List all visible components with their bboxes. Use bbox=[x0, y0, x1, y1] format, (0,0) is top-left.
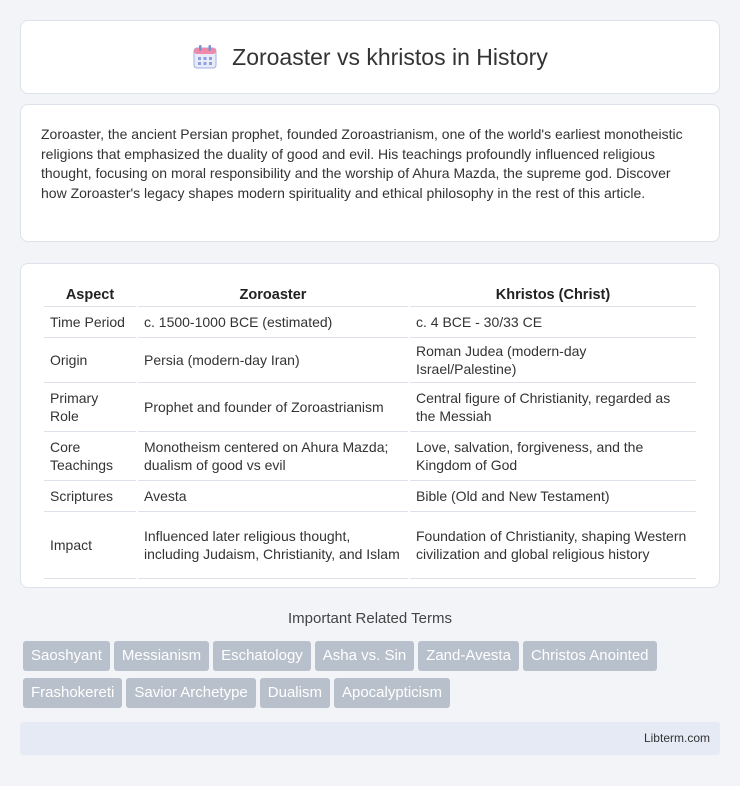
table-cell: Origin bbox=[44, 338, 136, 383]
table-cell: Primary Role bbox=[44, 383, 136, 432]
table-cell: Core Teachings bbox=[44, 432, 136, 481]
table-header-row bbox=[44, 284, 696, 307]
related-term-tag[interactable]: Zand-Avesta bbox=[418, 641, 519, 671]
table-row bbox=[44, 338, 696, 383]
footer-site-link[interactable]: Libterm.com bbox=[643, 731, 710, 745]
related-term-tag[interactable]: Apocalypticism bbox=[334, 678, 450, 708]
table-cell: Bible (Old and New Testament) bbox=[410, 481, 696, 512]
table-cell: Time Period bbox=[44, 307, 136, 338]
comparison-table bbox=[42, 284, 698, 579]
column-header: Khristos (Christ) bbox=[410, 284, 696, 307]
calendar-icon bbox=[192, 44, 218, 70]
table-row bbox=[44, 432, 696, 481]
intro-paragraph: Zoroaster, the ancient Persian prophet, founded Zoroastrianism, one of the world's earliest monotheistic religions that emphasized the duality of good and evil. His teachings profoundly influenced religious thought, focusing on moral responsibility and the worship of Ahura Mazda, the supreme god. Discover how Zoroaster's legacy shapes modern spirituality and ethical philosophy in the rest of this article. bbox=[41, 126, 683, 201]
footer bbox=[20, 722, 720, 755]
related-term-tag[interactable]: Frashokereti bbox=[23, 678, 122, 708]
table-cell: Persia (modern-day Iran) bbox=[138, 338, 408, 383]
table-cell: c. 4 BCE - 30/33 CE bbox=[410, 307, 696, 338]
table-cell: Love, salvation, forgiveness, and the Kingdom of God bbox=[410, 432, 696, 481]
table-cell: Monotheism centered on Ahura Mazda; dualism of good vs evil bbox=[138, 432, 408, 481]
table-cell: c. 1500-1000 BCE (estimated) bbox=[138, 307, 408, 338]
table-row bbox=[44, 383, 696, 432]
column-header: Aspect bbox=[44, 284, 136, 307]
table-cell: Prophet and founder of Zoroastrianism bbox=[138, 383, 408, 432]
related-term-tag[interactable]: Saoshyant bbox=[23, 641, 110, 671]
table-cell: Impact bbox=[44, 512, 136, 579]
table-cell: Scriptures bbox=[44, 481, 136, 512]
related-term-tag[interactable]: Eschatology bbox=[213, 641, 311, 671]
table-cell: Influenced later religious thought, including Judaism, Christianity, and Islam bbox=[138, 512, 408, 579]
table-cell: Central figure of Christianity, regarded as the Messiah bbox=[410, 383, 696, 432]
page-title: Zoroaster vs khristos in History bbox=[232, 43, 548, 70]
related-term-tag[interactable]: Christos Anointed bbox=[523, 641, 657, 671]
intro-card bbox=[20, 104, 720, 242]
table-cell: Roman Judea (modern-day Israel/Palestine) bbox=[410, 338, 696, 383]
table-row bbox=[44, 481, 696, 512]
related-term-tag[interactable]: Dualism bbox=[260, 678, 330, 708]
related-terms-title: Important Related Terms bbox=[288, 610, 452, 627]
table-row bbox=[44, 512, 696, 579]
title-card bbox=[20, 20, 720, 94]
related-terms-list bbox=[23, 641, 723, 715]
related-term-tag[interactable]: Asha vs. Sin bbox=[315, 641, 414, 671]
column-header: Zoroaster bbox=[138, 284, 408, 307]
table-row bbox=[44, 307, 696, 338]
table-cell: Avesta bbox=[138, 481, 408, 512]
comparison-card bbox=[20, 263, 720, 588]
table-cell: Foundation of Christianity, shaping Western civilization and global religious history bbox=[410, 512, 696, 579]
related-term-tag[interactable]: Savior Archetype bbox=[126, 678, 255, 708]
related-term-tag[interactable]: Messianism bbox=[114, 641, 209, 671]
